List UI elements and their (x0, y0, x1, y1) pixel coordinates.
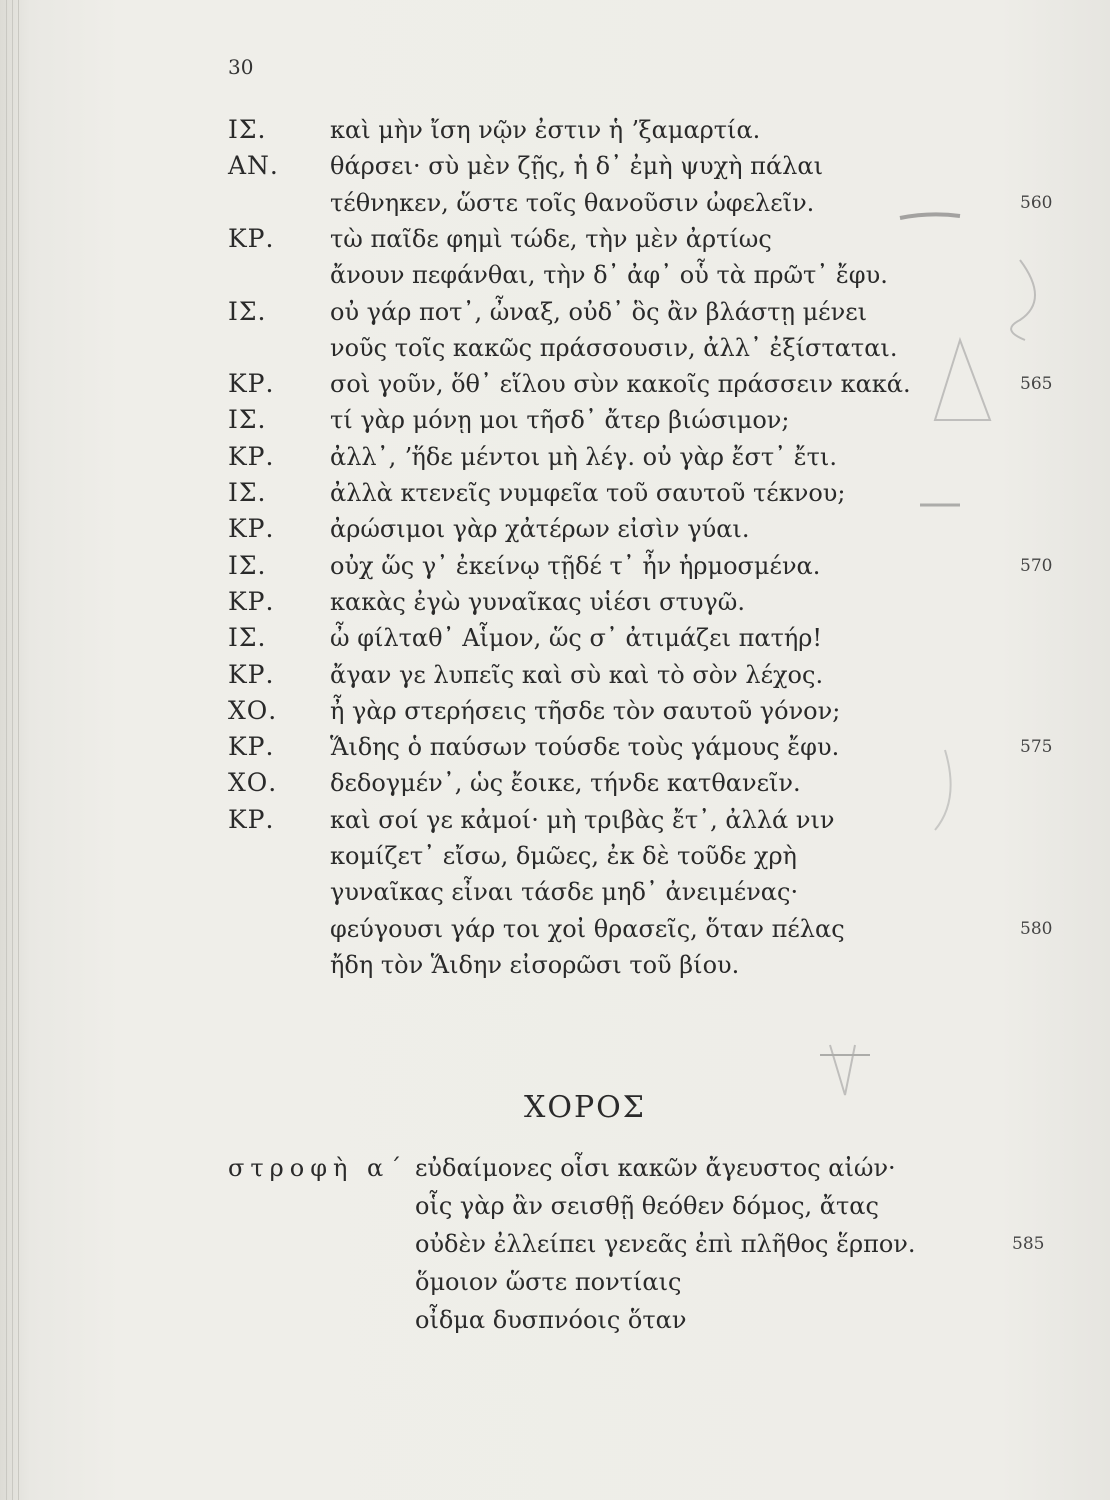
speaker-label: ΙΣ. (228, 551, 267, 580)
speaker-label: ΙΣ. (228, 478, 267, 507)
verse-line: γυναῖκας εἶναι τάσδε μηδ᾽ ἀνειμένας· (330, 878, 799, 906)
speaker-label: ΑΝ. (228, 151, 279, 180)
line-number: 565 (1020, 374, 1053, 394)
speaker-label: ΚΡ. (228, 369, 275, 398)
line-number: 575 (1020, 737, 1053, 757)
speaker-label: ΙΣ. (228, 623, 267, 652)
speaker-label: ΚΡ. (228, 805, 275, 834)
verse-line: νοῦς τοῖς κακῶς πράσσουσιν, ἀλλ᾽ ἐξίσταται. (330, 334, 898, 362)
verse-line: κακὰς ἐγὼ γυναῖκας υἱέσι στυγῶ. (330, 588, 745, 616)
line-number: 585 (1012, 1234, 1045, 1254)
verse-line: οὐχ ὥς γ᾽ ἐκείνῳ τῇδέ τ᾽ ἦν ἡρμοσμένα. (330, 552, 821, 580)
verse-line: κομίζετ᾽ εἴσω, δμῶες, ἐκ δὲ τοῦδε χρὴ (330, 842, 797, 870)
speaker-label: ΙΣ. (228, 297, 267, 326)
speaker-label: ΙΣ. (228, 405, 267, 434)
verse-line: τέθνηκεν, ὥστε τοῖς θανοῦσιν ὠφελεῖν. (330, 189, 815, 217)
section-title: ΧΟΡΟΣ (524, 1090, 646, 1125)
strophe-label: στροφὴ α΄ (228, 1154, 408, 1182)
verse-line: ἦ γὰρ στερήσεις τῆσδε τὸν σαυτοῦ γόνον; (330, 697, 841, 725)
speaker-label: ΧΟ. (228, 768, 278, 797)
verse-line: φεύγουσι γάρ τοι χοἰ θρασεῖς, ὅταν πέλας (330, 915, 845, 943)
verse-line: ἀρώσιμοι γὰρ χἀτέρων εἰσὶν γύαι. (330, 515, 750, 543)
speaker-label: ΚΡ. (228, 587, 275, 616)
verse-line: τὼ παῖδε φημὶ τώδε, τὴν μὲν ἀρτίως (330, 225, 772, 253)
speaker-label: ΚΡ. (228, 514, 275, 543)
chorus-line: ὅμοιον ὥστε ποντίαις (415, 1268, 682, 1296)
chorus-line: οὐδὲν ἐλλείπει γενεᾶς ἐπὶ πλῆθος ἕρπον. (415, 1230, 916, 1258)
chorus-line: οἶδμα δυσπνόοις ὅταν (415, 1306, 687, 1334)
chorus-line: εὐδαίμονες οἷσι κακῶν ἄγευστος αἰών· (415, 1154, 896, 1182)
speaker-label: ΙΣ. (228, 115, 267, 144)
verse-line: ὦ φίλταθ᾽ Αἷμον, ὥς σ᾽ ἀτιμάζει πατήρ! (330, 624, 823, 652)
verse-line: δεδογμέν᾽, ὡς ἔοικε, τήνδε κατθανεῖν. (330, 769, 801, 797)
line-number: 580 (1020, 919, 1053, 939)
verse-line: ἀλλὰ κτενεῖς νυμφεῖα τοῦ σαυτοῦ τέκνου; (330, 479, 846, 507)
verse-line: σοὶ γοῦν, ὅθ᾽ εἵλου σὺν κακοῖς πράσσειν κακά. (330, 370, 911, 398)
verse-line: ἀλλ᾽, ʼἥδε μέντοι μὴ λέγ. οὐ γὰρ ἔστ᾽ ἔτι. (330, 443, 837, 471)
line-number: 570 (1020, 556, 1053, 576)
speaker-label: ΚΡ. (228, 224, 275, 253)
speaker-label: ΚΡ. (228, 732, 275, 761)
verse-line: οὐ γάρ ποτ᾽, ὦναξ, οὐδ᾽ ὃς ἂν βλάστῃ μένει (330, 298, 868, 326)
chorus-line: οἷς γὰρ ἂν σεισθῇ θεόθεν δόμος, ἄτας (415, 1192, 879, 1220)
verse-line: ἤδη τὸν Ἅιδην εἰσορῶσι τοῦ βίου. (330, 951, 740, 979)
verse-line: καὶ σοί γε κἀμοί· μὴ τριβὰς ἔτ᾽, ἀλλά νιν (330, 806, 835, 834)
verse-line: Ἅιδης ὁ παύσων τούσδε τοὺς γάμους ἔφυ. (330, 733, 840, 761)
line-number: 560 (1020, 193, 1053, 213)
verse-line: καὶ μὴν ἴση νῷν ἐστιν ἡ ʼξαμαρτία. (330, 116, 761, 144)
speaker-label: ΚΡ. (228, 660, 275, 689)
verse-line: θάρσει· σὺ μὲν ζῇς, ἡ δ᾽ ἐμὴ ψυχὴ πάλαι (330, 152, 823, 180)
speaker-label: ΚΡ. (228, 442, 275, 471)
speaker-label: ΧΟ. (228, 696, 278, 725)
verse-line: ἄνουν πεφάνθαι, τὴν δ᾽ ἀφ᾽ οὗ τὰ πρῶτ᾽ ἔφυ. (330, 261, 888, 289)
verse-line: ἄγαν γε λυπεῖς καὶ σὺ καὶ τὸ σὸν λέχος. (330, 661, 824, 689)
page-number: 30 (228, 55, 254, 79)
verse-line: τί γὰρ μόνῃ μοι τῆσδ᾽ ἄτερ βιώσιμον; (330, 406, 790, 434)
